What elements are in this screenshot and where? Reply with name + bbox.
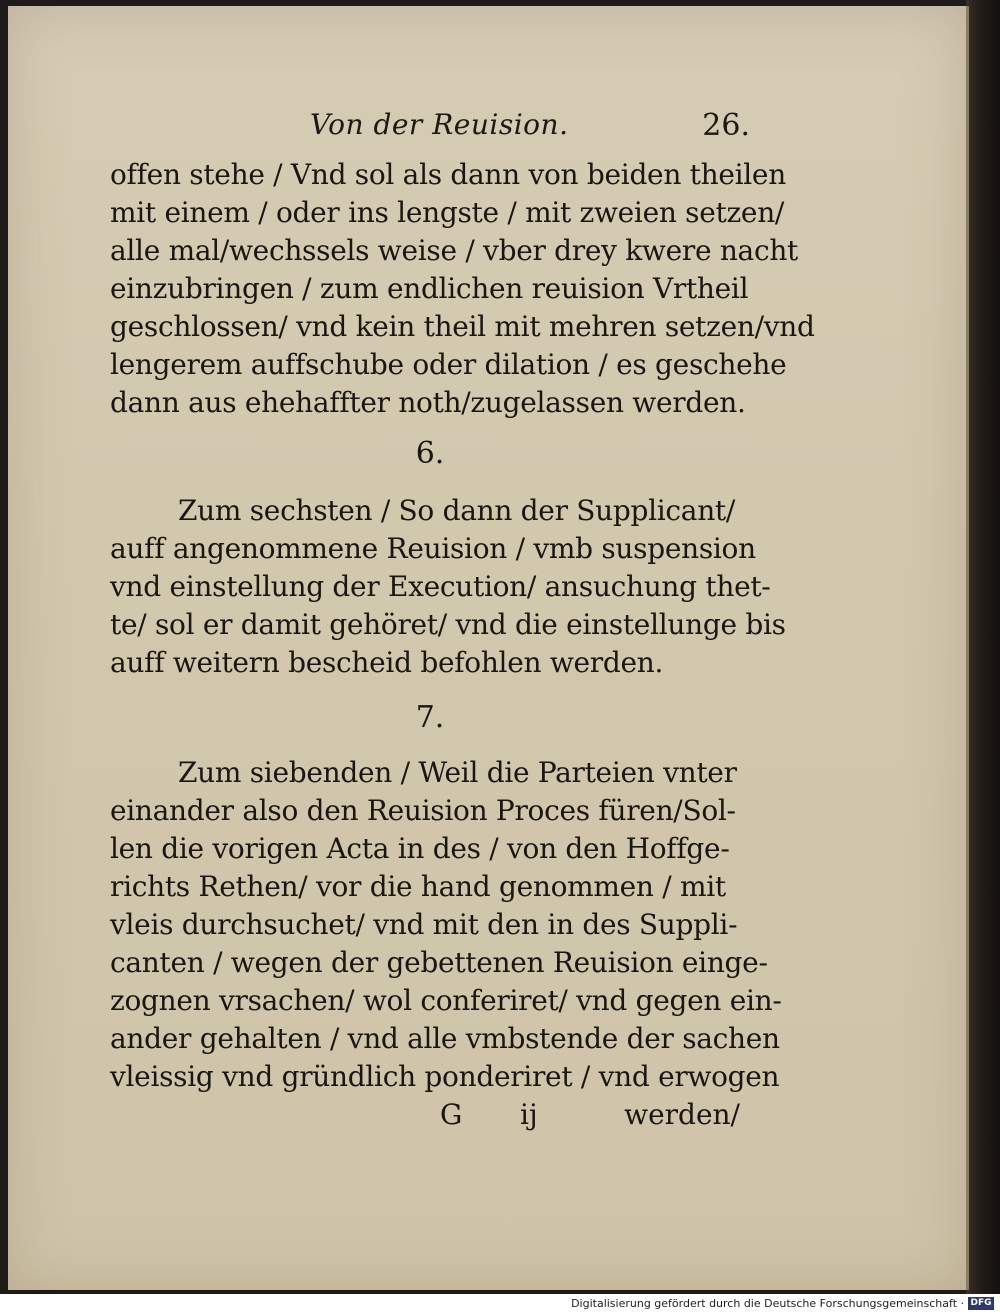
page-header — [110, 108, 750, 148]
text-line: offen stehe / Vnd sol als dann von beiden theilen — [110, 158, 786, 191]
text-line: auff angenommene Reuision / vmb suspension — [110, 532, 756, 565]
book-edge — [966, 0, 1000, 1294]
section-7-text — [110, 754, 782, 1096]
text-line: lengerem auffschube oder dilation / es geschehe — [110, 348, 787, 381]
section-number-6: 6. — [415, 436, 445, 471]
text-line: geschlossen/ vnd kein theil mit mehren setzen/vnd — [110, 310, 815, 343]
text-line: Zum siebenden / Weil die Parteien vnter — [178, 756, 737, 789]
text-line: dann aus ehehaffter noth/zugelassen werden. — [110, 386, 746, 419]
running-head: Von der Reuision. — [310, 108, 569, 141]
page-number: 26. — [702, 108, 750, 143]
footer-bar — [0, 1294, 1000, 1314]
text-line: ander gehalten / vnd alle vmbstende der sachen — [110, 1022, 780, 1055]
text-line: richts Rethen/ vor die hand genommen / mit — [110, 870, 726, 903]
text-line: auff weitern bescheid befohlen werden. — [110, 646, 664, 679]
text-line: alle mal/wechssels weise / vber drey kwere nacht — [110, 234, 799, 267]
signature-mark: G — [440, 1098, 463, 1131]
text-line: vleissig vnd gründlich ponderiret / vnd erwogen — [110, 1060, 780, 1093]
text-line: vnd einstellung der Execution/ ansuchung thet- — [110, 570, 771, 603]
text-line: einzubringen / zum endlichen reuision Vrtheil — [110, 272, 749, 305]
text-line: mit einem / oder ins lengste / mit zweien setzen/ — [110, 196, 785, 229]
paragraph-continuation — [110, 156, 815, 422]
signature-number: ij — [520, 1098, 538, 1131]
dfg-logo: DFG — [968, 1297, 994, 1310]
section-number-7: 7. — [415, 700, 445, 735]
text-line: zognen vrsachen/ wol conferiret/ vnd gegen ein- — [110, 984, 782, 1017]
text-line: einander also den Reuision Proces füren/Sol- — [110, 794, 736, 827]
text-line: canten / wegen der gebettenen Reuision einge- — [110, 946, 768, 979]
signature-line — [110, 1098, 750, 1138]
text-line: vleis durchsuchet/ vnd mit den in des Suppli- — [110, 908, 738, 941]
text-line: Zum sechsten / So dann der Supplicant/ — [178, 494, 736, 527]
catchword: werden/ — [624, 1098, 740, 1131]
section-6-text — [110, 492, 786, 682]
text-line: len die vorigen Acta in des / von den Hoffge- — [110, 832, 730, 865]
text-line: te/ sol er damit gehöret/ vnd die einstellunge bis — [110, 608, 786, 641]
footer-credit: Digitalisierung gefördert durch die Deutsche Forschungsgemeinschaft · — [571, 1297, 964, 1310]
